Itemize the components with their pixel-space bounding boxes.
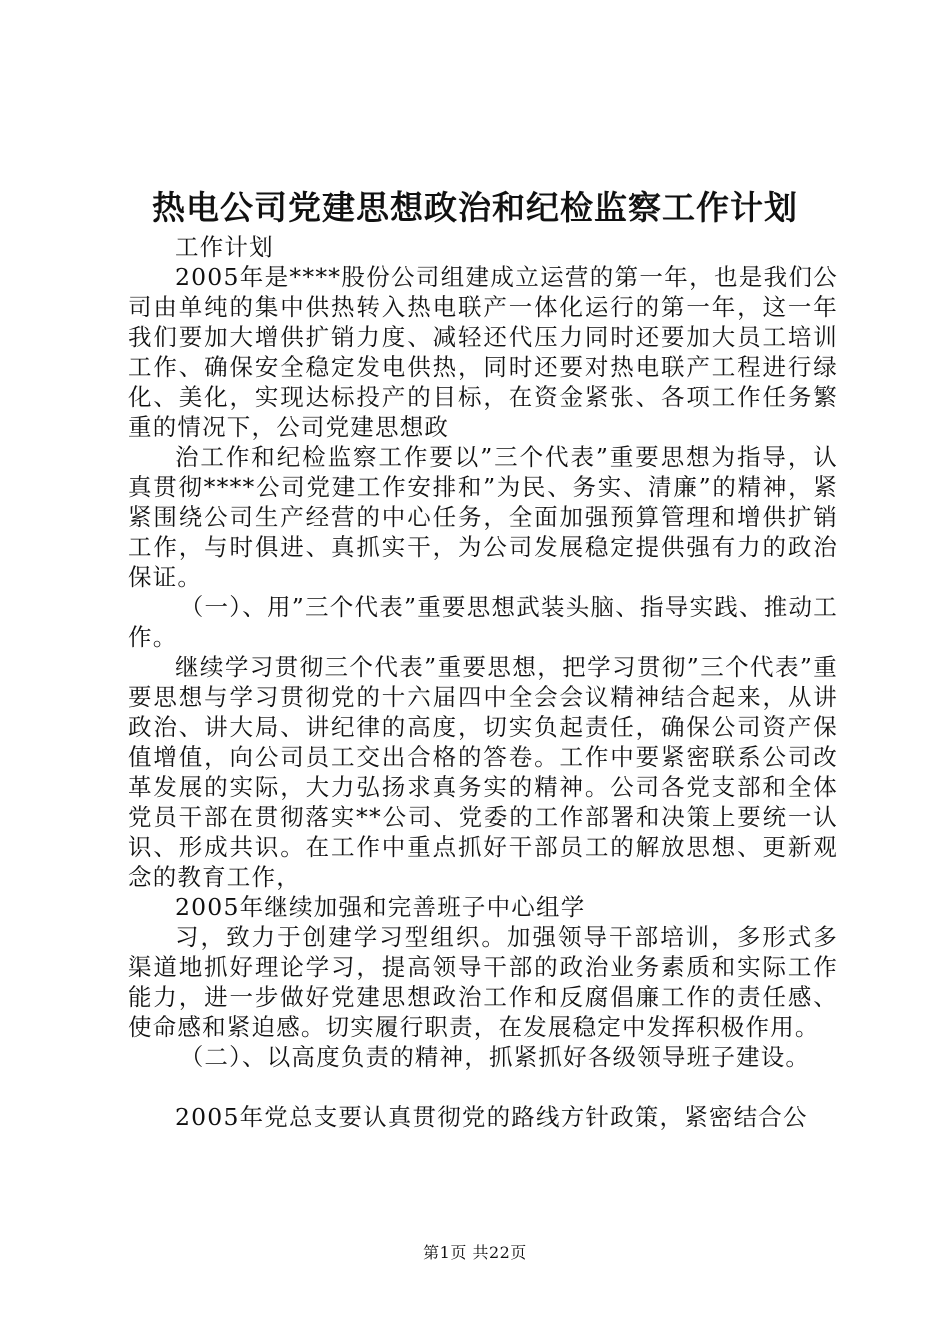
paragraph: 治工作和纪检监察工作要以”三个代表”重要思想为指导，认真贯彻****公司党建工作安排和”为民、务实、清廉”的精神，紧紧围绕公司生产经营的中心任务，全面加强预算管理和增供扩销工作，与时俱进、真抓实干，为公司发展稳定提供强有力的政治保证。: [128, 443, 838, 591]
document-title: 热电公司党建思想政治和纪检监察工作计划: [152, 188, 798, 227]
paragraph: 2005年党总支要认真贯彻党的路线方针政策，紧密结合公: [175, 1103, 808, 1131]
paragraph: 习，致力于创建学习型组织。加强领导干部培训，多形式多渠道地抓好理论学习，提高领导干部的政治业务素质和实际工作能力，进一步做好党建思想政治工作和反腐倡廉工作的责任感、使命感和紧迫感。切实履行职责，在发展稳定中发挥积极作用。: [128, 923, 838, 1041]
page-footer: 第1页 共22页: [423, 1243, 527, 1262]
paragraph: 继续学习贯彻三个代表”重要思想，把学习贯彻”三个代表”重要思想与学习贯彻党的十六届四中全会会议精神结合起来，从讲政治、讲大局、讲纪律的高度，切实负起责任，确保公司资产保值增值，向公司员工交出合格的答卷。工作中要紧密联系公司改革发展的实际，大力弘扬求真务实的精神。公司各党支部和全体党员干部在贯彻落实**公司、党委的工作部署和决策上要统一认识、形成共识。在工作中重点抓好干部员工的解放思想、更新观念的教育工作，: [128, 653, 838, 891]
paragraph: 2005年是****股份公司组建成立运营的第一年，也是我们公司由单纯的集中供热转入热电联产一体化运行的第一年，这一年我们要加大增供扩销力度、减轻还代压力同时还要加大员工培训工作、确保安全稳定发电供热，同时还要对热电联产工程进行绿化、美化，实现达标投产的目标，在资金紧张、各项工作任务繁重的情况下，公司党建思想政: [128, 263, 838, 441]
document-body: [128, 232, 838, 1132]
paragraph: 2005年继续加强和完善班子中心组学: [175, 893, 586, 921]
paragraph-heading: 工作计划: [175, 233, 274, 261]
section-heading: （一）、用”三个代表”重要思想武装头脑、指导实践、推动工作。: [128, 593, 838, 651]
section-heading: （二）、以高度负责的精神，抓紧抓好各级领导班子建设。: [179, 1043, 811, 1071]
